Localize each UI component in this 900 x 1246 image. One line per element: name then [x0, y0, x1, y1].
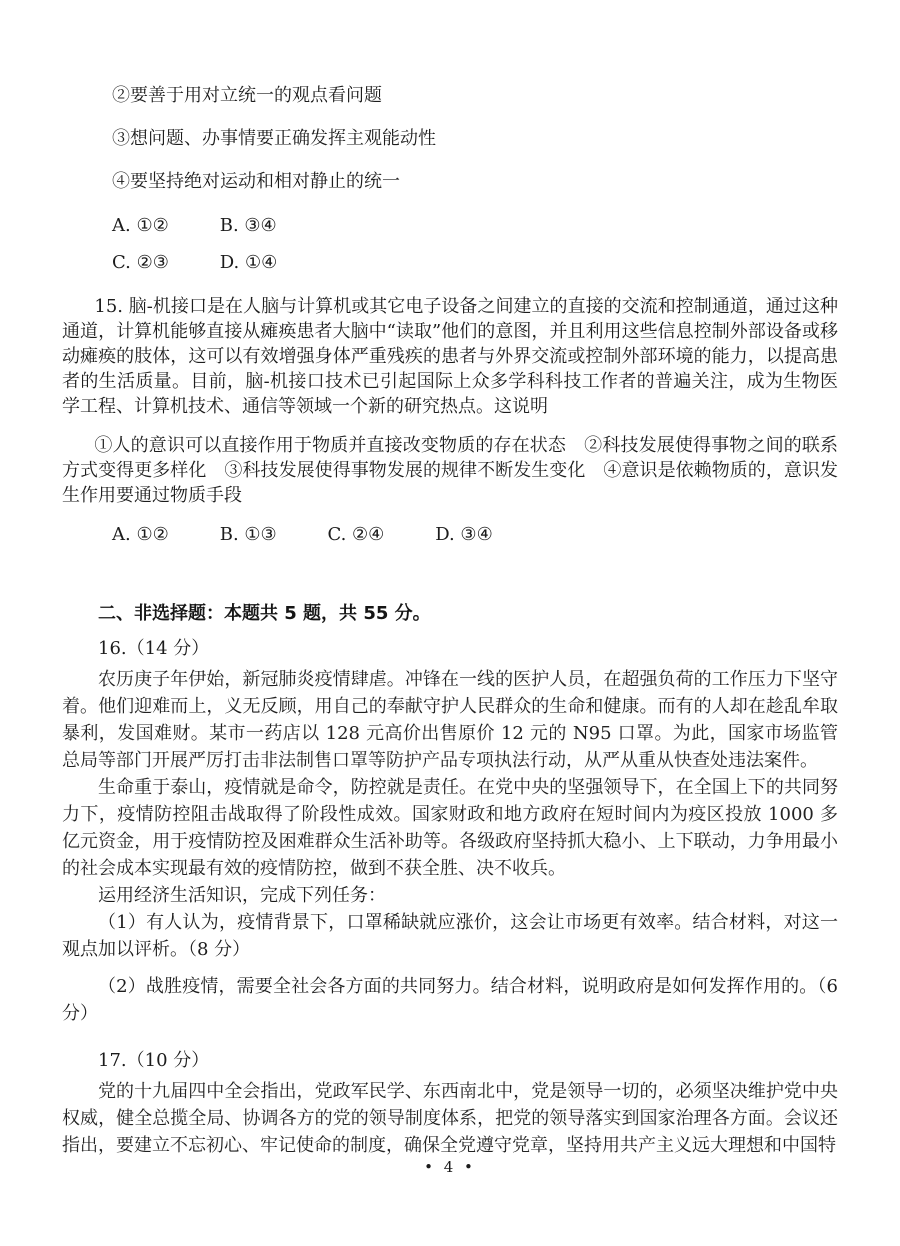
q15-option-b: B. ①③ — [219, 524, 277, 545]
q16-task-2: （2）战胜疫情，需要全社会各方面的共同努力。结合材料，说明政府是如何发挥作用的。（6 分） — [62, 975, 838, 1024]
q15-option-d: D. ③④ — [435, 524, 493, 545]
q15-option-a: A. ①② — [112, 524, 169, 545]
question-16-block — [62, 639, 838, 1027]
q16-material-paragraph-1: 农历庚子年伊始，新冠肺炎疫情肆虐。冲锋在一线的医护人员，在超强负荷的工作压力下坚守着。他们迎难而上，义无反顾，用自己的奉献守护人民群众的生命和健康。而有的人却在趁乱牟取暴利，发国难财。某市一药店以 128 元高价出售原价 12 元的 N95 口罩。为此，国家市场监管总局等部门开展严厉打击非法制售口罩等防护产品专项执法行动，从严从重从快查处违法案件。 — [62, 668, 838, 771]
q15-stem: 15. 脑-机接口是在人脑与计算机或其它电子设备之间建立的直接的交流和控制通道，通过这种通道，计算机能够直接从瘫痪患者大脑中“读取”他们的意图，并且利用这些信息控制外部设备或移动瘫痪的肢体，这可以有效增强身体严重残疾的患者与外界交流或控制外部环境的能力，以提高患者的生活质量。目前，脑-机接口技术已引起国际上众多学科科技工作者的普遍关注，成为生物医学工程、计算机技术、通信等领域一个新的研究热点。这说明 — [62, 296, 838, 417]
q16-task-1: （1）有人认为，疫情背景下，口罩稀缺就应涨价，这会让市场更有效率。结合材料，对这一观点加以评析。（8 分） — [62, 911, 838, 960]
q14-option-a: A. ①② — [112, 215, 169, 236]
q14-answer-row-2 — [62, 252, 838, 273]
q16-number: 16.（14 分） — [98, 637, 210, 659]
q15-answer-row — [62, 524, 838, 545]
q15-option-c: C. ②④ — [327, 524, 385, 545]
q14-statement-2: ②要善于用对立统一的观点看问题 — [112, 85, 382, 106]
q16-material-paragraph-2: 生命重于泰山，疫情就是命令，防控就是责任。在党中央的坚强领导下，在全国上下的共同努力下，疫情防控阻击战取得了阶段性成效。国家财政和地方政府在短时间内为疫区投放 1000 多亿元资金，用于疫情防控及困难群众生活补助等。各级政府坚持抓大稳小、上下联动，力争用最小的社会成本实现最有效的疫情防控，做到不获全胜、决不收兵。 — [62, 776, 838, 879]
q15-statements: ①人的意识可以直接作用于物质并直接改变物质的存在状态 ②科技发展使得事物之间的联系方式变得更多样化 ③科技发展使得事物发展的规律不断发生变化 ④意识是依赖物质的，意识发生作用要通过物质手段 — [62, 435, 838, 506]
q14-option-d: D. ①④ — [219, 252, 278, 273]
q14-option-c: C. ②③ — [112, 252, 169, 273]
question-17-block — [62, 1051, 838, 1159]
q14-option-b: B. ③④ — [219, 215, 277, 236]
q14-statement-4: ④要坚持绝对运动和相对静止的统一 — [112, 171, 400, 192]
q17-number: 17.（10 分） — [98, 1049, 210, 1071]
page-number: • 4 • — [424, 1158, 476, 1176]
section-two-heading: 二、非选择题：本题共 5 题，共 55 分。 — [98, 603, 431, 624]
q16-task-intro: 运用经济生活知识，完成下列任务： — [98, 884, 386, 906]
q14-statement-3: ③想问题、办事情要正确发挥主观能动性 — [112, 128, 436, 149]
question-15-block — [62, 294, 838, 545]
q14-answer-row-1 — [62, 215, 838, 236]
q17-material-paragraph-1: 党的十九届四中全会指出，党政军民学、东西南北中，党是领导一切的，必须坚决维护党中央权威，健全总揽全局、协调各方的党的领导制度体系，把党的领导落实到国家治理各方面。会议还指出，要建立不忘初心、牢记使命的制度，确保全党遵守党章，坚持用共产主义远大理想和中国特 — [62, 1080, 838, 1156]
question-14-tail-block — [62, 86, 838, 273]
